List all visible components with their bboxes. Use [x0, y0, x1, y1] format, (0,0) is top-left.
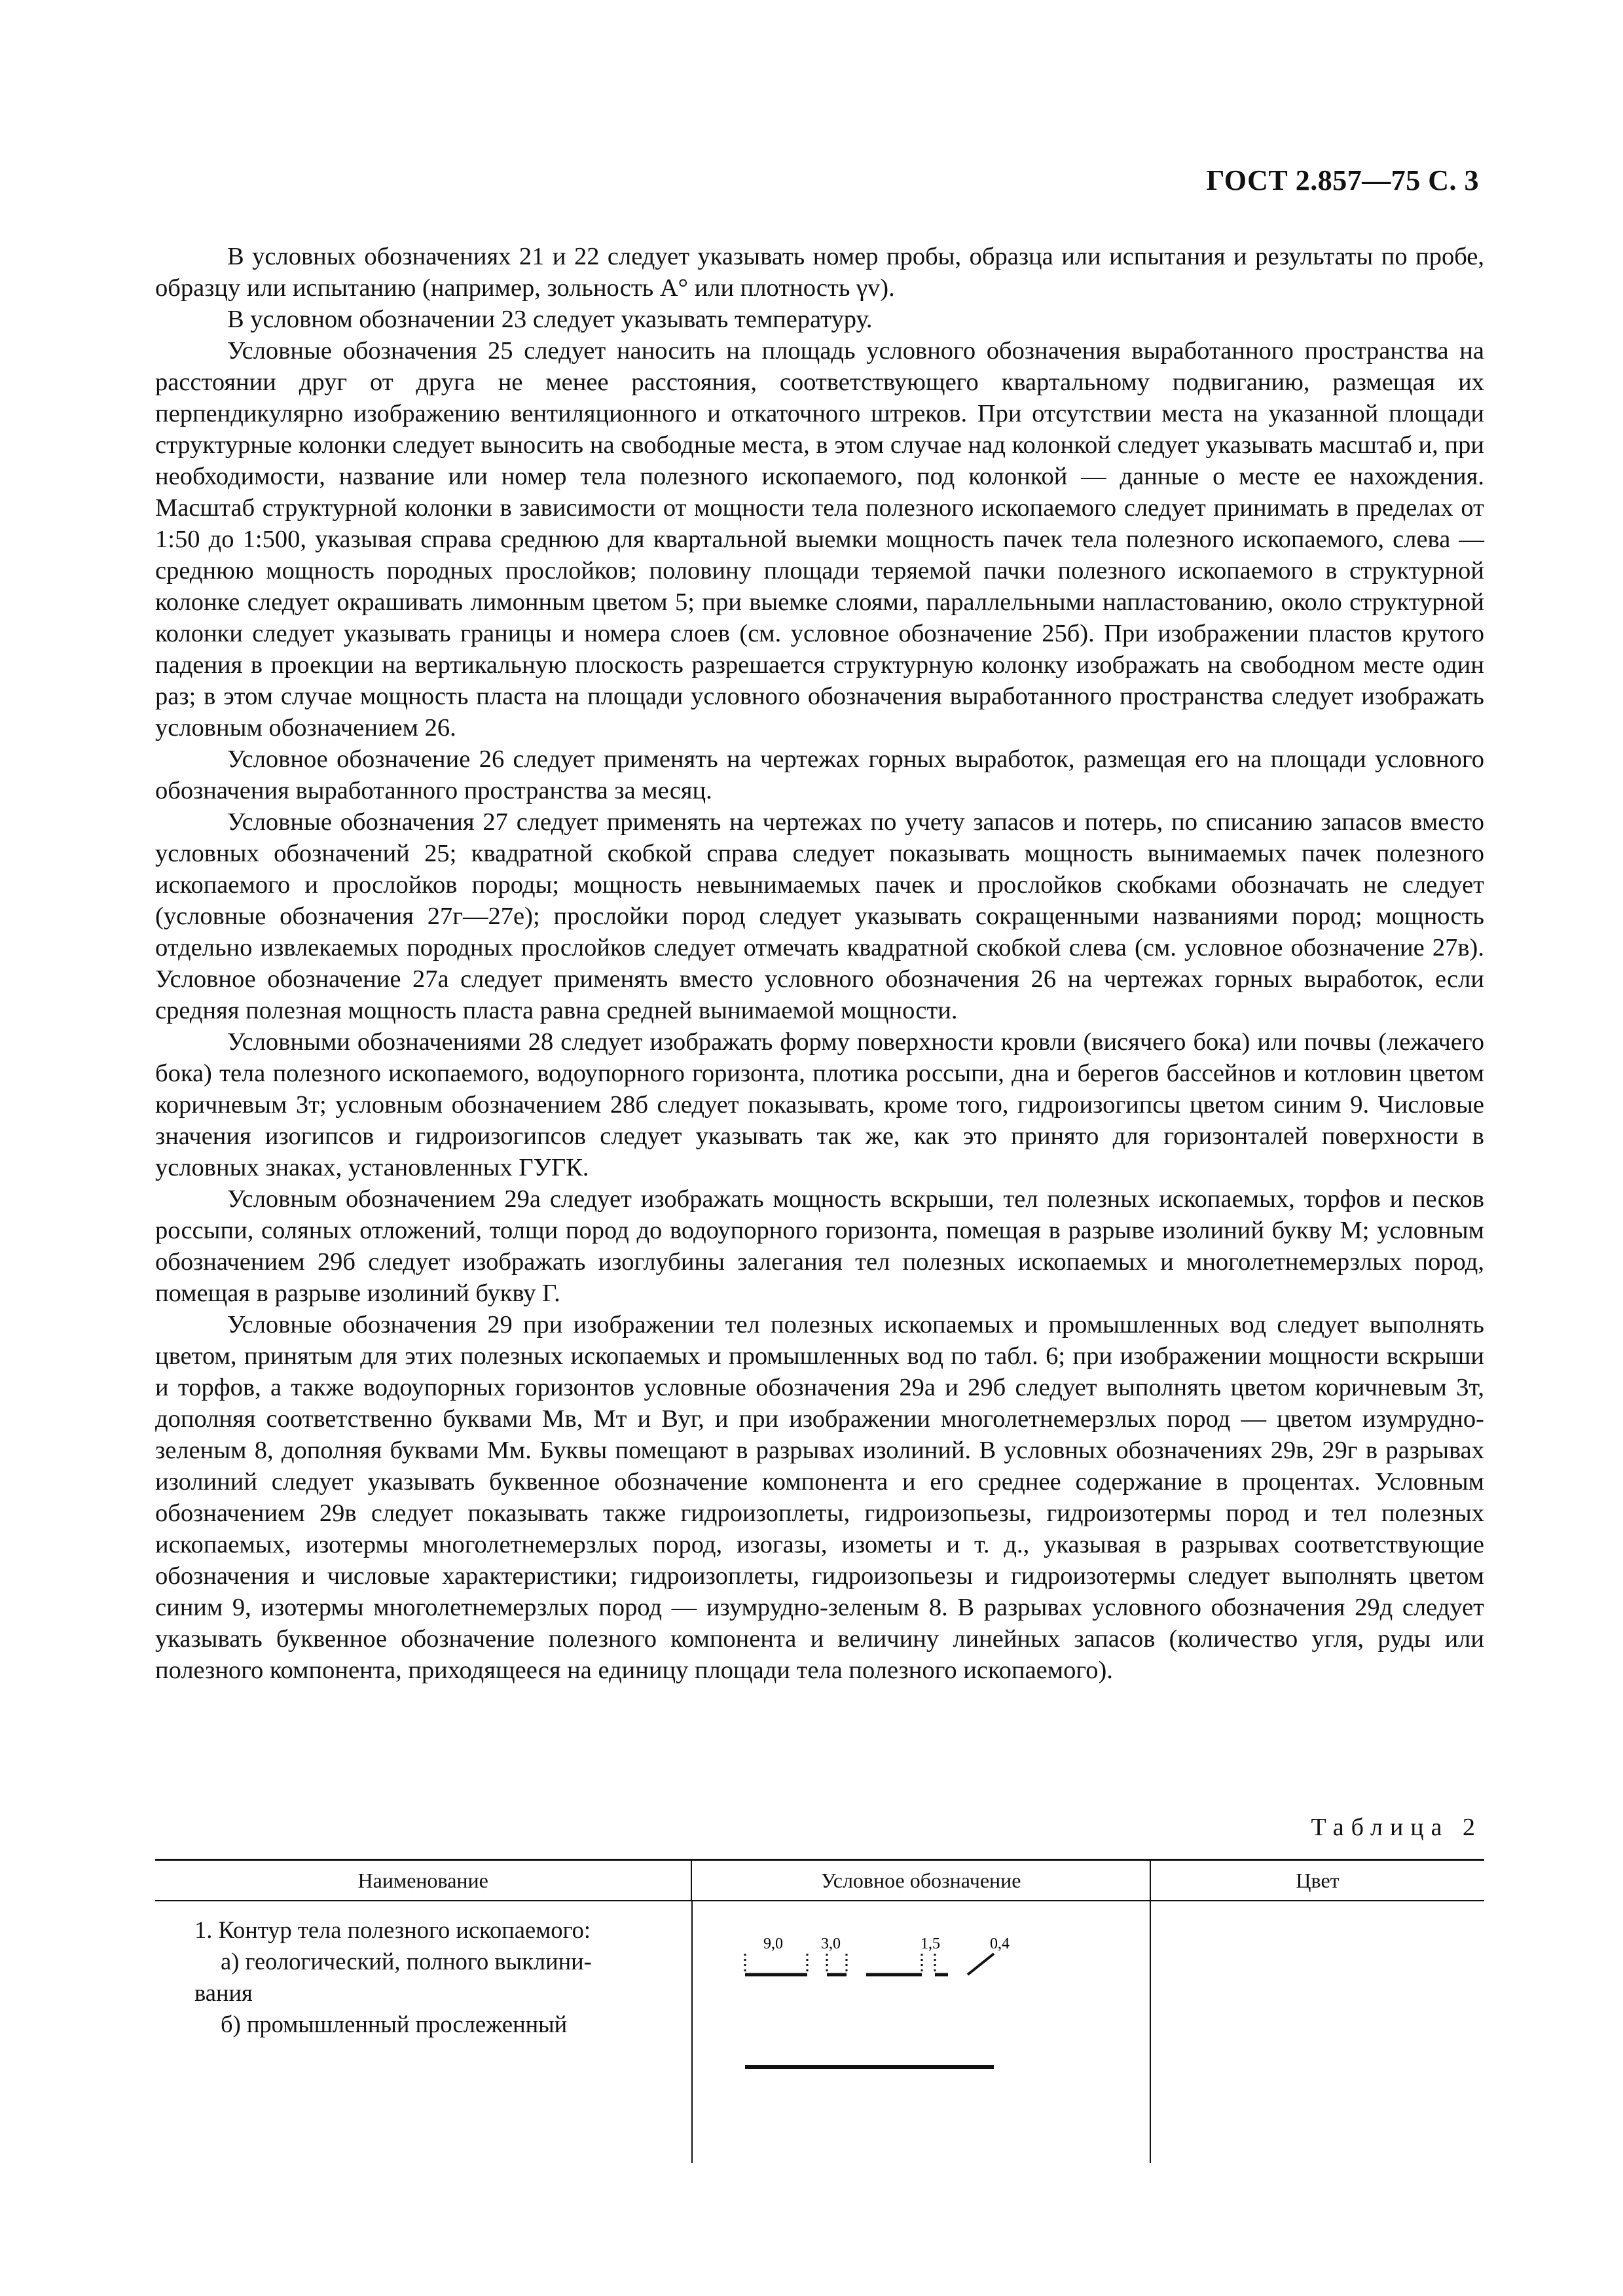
paragraph: Условным обозначением 29а следует изображать мощность вскрыши, тел полезных ископаемых, торфов и песков россыпи, соляных отложений, толщи пород до водоупорного горизонта, помещая в разрыве изолиний букву М; условным обозначением 29б следует изображать изоглубины залегания тел полезных ископаемых и многолетнемерзлых пород, помещая в разрыве изолиний букву Г.	[155, 1185, 1484, 1307]
paragraph: В условном обозначении 23 следует указывать температуру.	[227, 306, 873, 333]
row-symbol-cell	[691, 1901, 1152, 2163]
row-name-cell	[155, 1901, 691, 2163]
paragraph: Условными обозначениями 28 следует изображать форму поверхности кровли (висячего бока) или почвы (лежачего бока) тела полезного ископаемого, водоупорного горизонта, плотика россыпи, дна и берегов бассейнов и котловин цветом коричневым 3т; условным обозначением 28б следует показывать, кроме того, гидроизогипсы цветом синим 9. Числовые значения изогипсов и гидроизогипсов следует указывать так же, как это принято для горизонталей поверхности в условных знаках, установленных ГУГК.	[155, 1028, 1484, 1181]
paragraph: Условные обозначения 29 при изображении тел полезных ископаемых и промышленных вод следует выполнять цветом, принятым для этих полезных ископаемых и промышленных вод по табл. 6; при изображении мощности вскрыши и торфов, а также водоупорных горизонтов условные обозначения 29а и 29б следует выполнять цветом коричневым 3т, дополняя соответственно буквами Мв, Мт и Вуг, и при изображении многолетнемерзлых пород — цветом изумрудно-зеленым 8, дополняя буквами Мм. Буквы помещают в разрывах изолиний. В условных обозначениях 29в, 29г в разрывах изолиний следует указывать буквенное обозначение компонента и его среднее содержание в процентах. Условным обозначением 29в следует показывать также гидроизоплеты, гидроизопьезы, гидроизотермы пород и тел полезных ископаемых, изотермы многолетнемерзлых пород, изогазы, изометы и т. д., указывая в разрывах соответствующие обозначения и числовые характеристики; гидроизоплеты, гидроизопьезы и гидроизотермы следует выполнять цветом синим 9, изотермы многолетнемерзлых пород — изумрудно-зеленым 8. В разрывах условного обозначения 29д следует указывать буквенное обозначение полезного компонента и величину линейных запасов (количество угля, руды или полезного компонента, приходящееся на единицу площади тела полезного ископаемого).	[155, 1311, 1484, 1684]
dim-label: 9,0	[763, 1935, 783, 1952]
table-row	[155, 1901, 1484, 2163]
paragraph: В условных обозначениях 21 и 22 следует указывать номер пробы, образца или испытания и результаты по пробе, образцу или испытанию (например, зольность A° или плотность γv).	[155, 243, 1484, 302]
body-text	[155, 241, 1484, 1686]
row-name-line: б) промышленный прослеженный	[221, 2011, 568, 2037]
row-name-line: вания	[194, 1979, 253, 2006]
dim-label: 1,5	[920, 1935, 940, 1952]
row-name-line: 1. Контур тела полезного ископаемого:	[194, 1916, 591, 1943]
header-color: Цвет	[1296, 1868, 1340, 1892]
table	[155, 1859, 1484, 2163]
paragraph: Условные обозначения 25 следует наносить на площадь условного обозначения выработанного пространства на расстоянии друг от друга не менее расстояния, соответствующего квартальному подвиганию, размещая их перпендикулярно изображению вентиляционного и откаточного штреков. При отсутствии места на указанной площади структурные колонки следует выносить на свободные места, в этом случае над колонкой следует указывать масштаб и, при необходимости, название или номер тела полезного ископаемого, под колонкой — данные о месте ее нахождения. Масштаб структурной колонки в зависимости от мощности тела полезного ископаемого следует принимать в пределах от 1:50 до 1:500, указывая справа среднюю для квартальной выемки мощность пачек тела полезного ископаемого, слева — среднюю мощность породных прослойков; половину площади теряемой пачки полезного ископаемого в структурной колонке следует окрашивать лимонным цветом 5; при выемке слоями, параллельными напластованию, около структурной колонки следует указывать границы и номера слоев (см. условное обозначение 25б). При изображении пластов крутого падения в проекции на вертикальную плоскость разрешается структурную колонку изображать на свободном месте один раз; в этом случае мощность пласта на площади условного обозначения выработанного пространства следует изображать условным обозначением 26.	[155, 337, 1484, 742]
dim-label: 3,0	[820, 1935, 841, 1952]
row-name-line: а) геологический, полного выклини-	[221, 1948, 592, 1975]
page-header: ГОСТ 2.857—75 С. 3	[1206, 164, 1479, 196]
table-caption: Таблица 2	[1311, 1814, 1482, 1841]
header-name: Наименование	[357, 1868, 488, 1892]
table-header-row	[155, 1861, 1484, 1901]
contour-symbol	[744, 1901, 1202, 2163]
paragraph: Условное обозначение 26 следует применять на чертежах горных выработок, размещая его на площади условного обозначения выработанного пространства за месяц.	[155, 745, 1484, 804]
paragraph: Условные обозначения 27 следует применять на чертежах по учету запасов и потерь, по списанию запасов вместо условных обозначений 25; квадратной скобкой справа следует показывать мощность вынимаемых пачек полезного ископаемого и прослойков породы; мощность невынимаемых пачек и прослойков скобками обозначать не следует (условные обозначения 27г—27е); прослойки пород следует указывать сокращенными названиями пород; мощность отдельно извлекаемых породных прослойков следует отмечать квадратной скобкой слева (см. условное обозначение 27в). Условное обозначение 27а следует применять вместо условного обозначения 26 на чертежах горных выработок, если средняя полезная мощность пласта равна средней вынимаемой мощности.	[155, 808, 1484, 1024]
dim-label: 0,4	[989, 1935, 1010, 1952]
header-symbol: Условное обозначение	[691, 1861, 1151, 1900]
